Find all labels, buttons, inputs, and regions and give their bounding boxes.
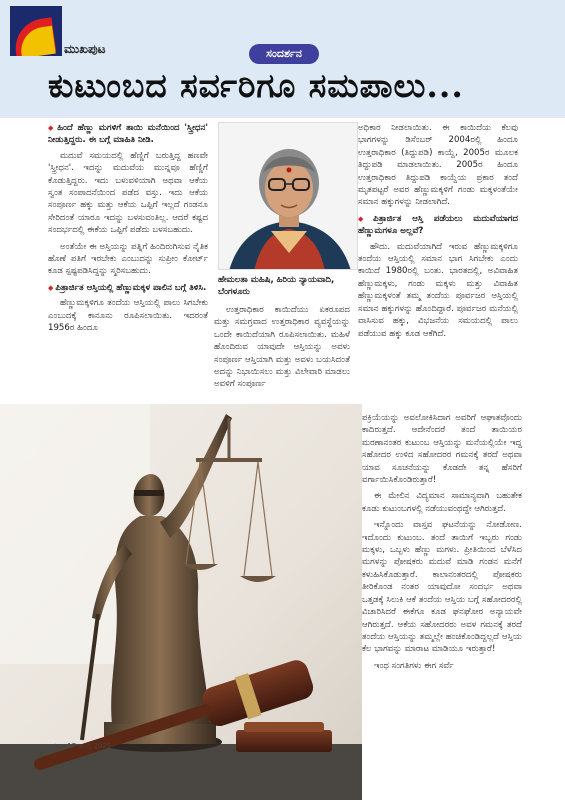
bullet-icon: ◆ [358,214,372,223]
interview-question: ◆ ಪಿತ್ರಾರ್ಜಿತ ಆಸ್ತಿ ಪಡೆಯಲು ಮದುವೆಯಾಗದ ಹೆಣ್ಣುಮಗಳೂ ಅಲ್ಲವೆ? [358,213,519,237]
body-paragraph: ಪಕ್ರಿಯೆಯನ್ನು ಅವಲೋಕಿಸಿದಾಗ ಅವರಿಗೆ ಆಘಾತವೊಂದು ಕಾದಿರುತ್ತದೆ. ಆದೇನೆಂದರೆ ತಂದೆ ತಾಯಿಯರ ಮರಣಾನಂತರ ಕುಟುಂಬ ಆಸ್ತಿಯನ್ನು ಮನೆಯಲ್ಲಿಯೇ ಇದ್ದ ಸಹೋದರ ಉಳಿದ ಸಹೋದರರ ಗಮನಕ್ಕೆ ತರದೆ ಅಥವಾ ಯಾವ ಸೂಚನೆಯನ್ನು ಕೊಡದೇ ತನ್ನ ಹೆಸರಿಗೆ ವರ್ಗಾಯಿಸಿಕೊಂಡಿರುತ್ತಾರೆ! [362,413,522,486]
answer-paragraph: ಮದುವೆ ಸಮಯದಲ್ಲಿ ಹೆಣ್ಣಿಗೆ ಬರುತ್ತಿದ್ದ ಹಣವೇ 'ಸ್ತ್ರೀಧನ'. ಇದನ್ನು ಮದುವೆಯ ಮುನ್ನವೂ ಹೆಣ್ಣಿಗೆ ಕೊಡುತ್ತಿದ್ದರು. ಇದು ಬಳುವಳಿಯಾಗಿ ಅಥವಾ ಆಕೆಯ ಸ್ವಂತ ಸಂಪಾದನೆಯಿಂದ ಪಡೆದ ವಸ್ತು. ಇದು ಆಕೆಯ ಸಂಪೂರ್ಣ ಹಕ್ಕು ಮತ್ತು ಆಕೆಯ ಒಪ್ಪಿಗೆ ಇಲ್ಲದೆ ಗಂಡನೂ ಸೇರಿದಂತೆ ಯಾರೂ ಇದನ್ನು ಬಳಸುವಂತಿಲ್ಲ. ಆದರೆ ಕಷ್ಟದ ಸಂದರ್ಭದಲ್ಲಿ ಈಕೆಯ ಒಪ್ಪಿಗೆ ಪಡೆದು ಬಳಸಬಹುದು. [48,150,208,236]
article-headline: ಕುಟುಂಬದ ಸರ್ವರಿಗೂ ಸಮಪಾಲು... [48,66,464,105]
answer-paragraph: ಉತ್ತರಾಧಿಕಾರ ಕಾಯಿದೆಯು ಏಕರೂಪದ ಮತ್ತು ಸಮಗ್ರವಾದ ಉತ್ತರಾಧಿಕಾರ ವ್ಯವಸ್ಥೆಯನ್ನು ಒಂದೇ ಕಾಯಿದೆಯಾಗಿ ರೂಪಿಸಲಾಯಿತು. ಮಹಿಳೆ ಹೊಂದಿರುವ ಯಾವುದೇ ಆಸ್ತಿಯನ್ನು ಅವಳು ಸಂಪೂರ್ಣ ಆಸ್ತಿಯಾಗಿ ಮತ್ತು ಅವಳು ಬಯಸಿದಂತೆ ಅದನ್ನು ನಿಭಾಯಿಸಲು ಮತ್ತು ವಿಲೇವಾರಿ ಮಾಡಲು ಅವಳಿಗೆ ಸಂಪೂರ್ಣ [214,305,350,390]
answer-paragraph: ಹೆಣ್ಣುಮಕ್ಕಳಿಗೂ ತಂದೆಯ ಆಸ್ತಿಯಲ್ಲಿ ಪಾಲು ಸಿಗಬೇಕು ಎಂಬುದಕ್ಕೆ ಕಾನೂನು ರೂಪಿಸಲಾಯಿತು. ಇದರಂತೆ 1956ರ ಹಿಂದೂ [48,298,208,334]
article-column-3 [358,122,518,344]
bullet-icon: ◆ [48,124,56,132]
section-label: ಮುಖಪುಟ [64,42,106,56]
interview-question: ◆ ಪಿತ್ರಾರ್ಜಿತ ಆಸ್ತಿಯಲ್ಲಿ ಹೆಣ್ಣುಮಕ್ಕಳ ಪಾಲಿನ ಬಗ್ಗೆ ತಿಳಿಸಿ. [48,282,207,293]
interviewee-photo [218,122,358,270]
interview-question: ◆ ಹಿಂದೆ ಹೆಣ್ಣು ಮಗಳಿಗೆ ತಾಯಿ ಮನೆಯಿಂದ 'ಸ್ತ್ರೀಧನ' ನೀಡುತ್ತಿದ್ದರು. ಈ ಬಗ್ಗೆ ಮಾಹಿತಿ ನೀಡಿ. [48,123,208,146]
answer-paragraph: ಅಂತೆಯೇ ಈ ಅಸ್ತಿಯನ್ನು ಪತ್ನಿಗೆ ಹಿಂದಿರುಗಿಸುವ ನೈತಿಕ ಹೊಣೆ ಪತಿಗೆ ಇರಬೇಕು ಎಂಬುದನ್ನು ಸುಪ್ರೀಂ ಕೋರ್ಟ್ ಕೂಡ ಸ್ಪಷ್ಟಪಡಿಸಿದ್ದನ್ನು ಸ್ಮರಿಸಬಹುದು. [48,241,208,277]
answer-paragraph: ಅಧಿಕಾರ ನೀಡಲಾಯಿತು. ಈ ಕಾಯಿದೆಯ ಕೆಲವು ಭಾಗಗಳನ್ನು ಡಿಸೆಂಬರ್ 2004ರಲ್ಲಿ ಹಿಂದೂ ಉತ್ತರಾಧಿಕಾರ (ತಿದ್ದುಪಡಿ) ಕಾಯ್ದೆ, 2005ರ ಮೂಲಕ ತಿದ್ದುಪಡಿ ಮಾಡಲಾಯಿತು. 2005ರ ಹಿಂದೂ ಉತ್ತರಾಧಿಕಾರ ತಿದ್ದುಪಡಿ ಕಾಯ್ದೆಯ ಪ್ರಕಾರ ತಂದೆ ಮೃತಪಟ್ಟರೆ ಅವರ ಹೆಣ್ಣುಮಕ್ಕಳಿಗೆ ಗಂಡು ಮಕ್ಕಳಂತೆಯೇ ಸಮಾನ ಹಕ್ಕುಗಳನ್ನು ನೀಡಲಾಗಿದೆ. [358,123,518,208]
answer-paragraph: ಹೌದು. ಮದುವೆಯಾಗಿದೆ ಇರುವ ಹೆಣ್ಣುಮಕ್ಕಳಿಗೂ ತಂದೆಯ ಆಸ್ತಿಯಲ್ಲಿ ಸಮಾನ ಭಾಗ ಸಿಗಬೇಕು ಎಂದು ಕಾಯಿದೆ 1980ರಲ್ಲಿ ಬಂತು. ಭಾರತದಲ್ಲಿ, ಅವಿವಾಹಿತ ಹೆಣ್ಣುಮಕ್ಕಳು, ಗಂಡು ಮಕ್ಕಳು ಮತ್ತು ವಿವಾಹಿತ ಹೆಣ್ಣುಮಕ್ಕಳಂತೆ ತಮ್ಮ ತಂದೆಯ ಪೂರ್ವಜರ ಆಸ್ತಿಯಲ್ಲಿ ಸಮಾನ ಹಕ್ಕುಗಳನ್ನು ಹೊಂದಿದ್ದಾರೆ. ಪೂರ್ವಜರ ಮನೆಯಲ್ಲಿ ವಾಸಿಸುವ ಹಕ್ಕು, ವಿಭಜನೆಯ ಸಮಯದಲ್ಲಿ ಪಾಲು ಪಡೆಯುವ ಹಕ್ಕು ಕೂಡ ಆಕೆಗಿದೆ. [358,241,518,339]
article-column-2 [214,304,350,395]
issue-footer: ಸುಧಾ 17 ಜುಲೈ 2025 [52,742,112,750]
body-paragraph: ಈ ಮೇಲಿನ ವಿದ್ಯಮಾನ ಸಾಮಾನ್ಯವಾಗಿ ಬಹುತೇಕ ಕೂಡು ಕುಟುಂಬಗಳಲ್ಲಿ ನಡೆಯುವಂಥದ್ದೇ ಆಗಿರುತ್ತದೆ. [362,491,522,514]
body-paragraph: ಇನ್ನೊಂದು ವಾಸ್ತವ ಘಟನೆಯನ್ನು ನೋಡೋಣ. ಇದೊಂದು ಕುಟುಂಬ. ತಂದೆ ತಾಯಿಗೆ ಇಬ್ಬರು ಗಂಡು ಮಕ್ಕಳು, ಒಬ್ಬಳು ಹೆಣ್ಣು ಮಗಳು. ಪ್ರೀತಿಯಿಂದ ಬೆಳೆಸಿದ ಮಗಳನ್ನು ಪೋಷಕರು ಮದುವೆ ಮಾಡಿ ಗಂಡನ ಮನೆಗೆ ಕಳುಹಿಸಿಕೊಡುತ್ತಾರೆ. ಕಾಲಾನಂತರದಲ್ಲಿ ಪೋಷಕರು ತೀರಿಕೊಂಡ ನಂತರ ಯಾವುದೋ ಸಂದರ್ಭ ಅಥವಾ ಒತ್ತಡಕ್ಕೆ ಸಿಲುಕಿ ಆಕೆ ತಂದೆಯ ಆಸ್ತಿಯ ಬಗ್ಗೆ ಸಹೋದರರಲ್ಲಿ ವಿಚಾರಿಸಿದರೆ ಈಕೆಗೂ ಕೂಡ ಘನಘೋರ ಅನ್ಯಾಯವೇ ಆಗಿರುತ್ತದೆ. ಆಕೆಯ ಸಹೋದರರು ಅವಳ ಗಮನಕ್ಕೆ ತರದೆ ತಂದೆಯ ಆಸ್ತಿಯನ್ನು ತಮ್ಮಲ್ಲೇ ಹಂಚಿಕೊಂಡಿದ್ದಲ್ಲದೆ ಆಸ್ತಿಯ ಕೆಲ ಭಾಗವನ್ನು ಮಾರಾಟ ಮಾಡಿಯೂ ಇರುತ್ತಾರೆ! [362,520,522,655]
body-paragraph: ಇಂಥ ಸಂಗತಿಗಳು ಈಗ ಸರ್ವೆ [374,660,454,671]
article-column-4 [362,412,522,676]
article-column-1 [48,122,208,339]
magazine-logo [10,6,62,56]
lady-justice-illustration [0,404,362,800]
photo-caption: ಹೇಮಲತಾ ಮಹಿಷಿ, ಹಿರಿಯ ನ್ಯಾಯವಾದಿ, ಬೆಂಗಳೂರು [218,275,335,297]
bullet-icon: ◆ [48,283,54,292]
category-pill: ಸಂದರ್ಶನ [249,44,319,64]
